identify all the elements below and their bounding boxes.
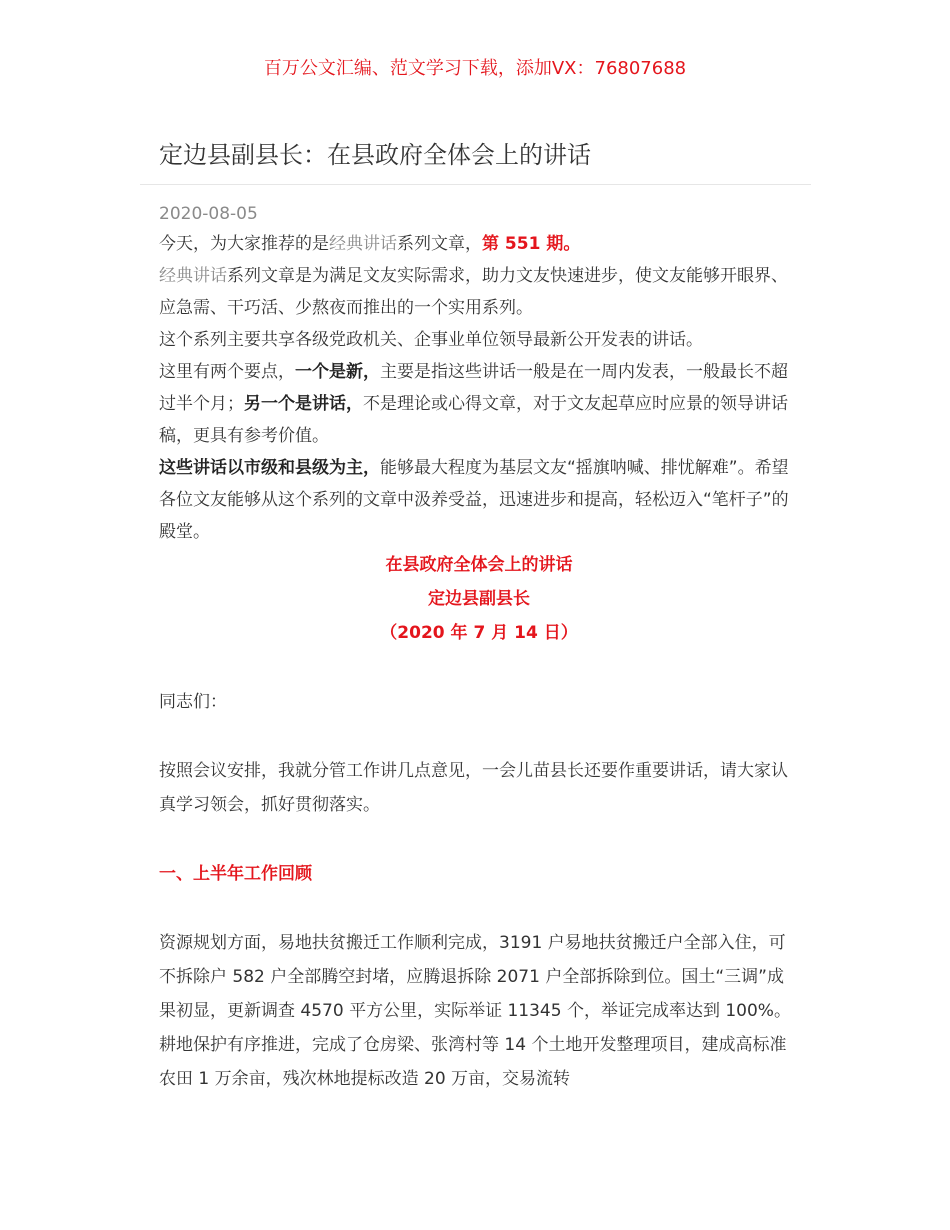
issue-number: 第 551 期。 xyxy=(482,234,581,254)
publish-date: 2020-08-05 xyxy=(159,204,258,224)
series-name: 经典讲话 xyxy=(159,266,227,286)
promo-banner: 百万公文汇编、范文学习下载，添加VX：76807688 xyxy=(263,58,687,79)
intro-text: 这里有两个要点， xyxy=(159,362,295,382)
intro-paragraph-4 xyxy=(159,356,799,452)
spacer xyxy=(159,822,799,858)
intro-paragraph-2 xyxy=(159,260,799,324)
opening-paragraph: 按照会议安排，我就分管工作讲几点意见，一会儿苗县长还要作重要讲话，请大家认真学习领会，抓好贯彻落实。 xyxy=(159,761,788,815)
article-body xyxy=(159,200,799,1096)
intro-text: 系列文章是为满足文友实际需求，助力文友快速进步，使文友能够开眼界、应急需、干巧活、少熬夜而推出的一个实用系列。 xyxy=(159,266,788,318)
spacer xyxy=(159,718,799,754)
series-name: 经典讲话 xyxy=(329,234,397,254)
key-point-speech: 另一个是讲话， xyxy=(244,394,363,414)
speech-speaker: 定边县副县长 xyxy=(428,589,530,609)
article-title: 定边县副县长：在县政府全体会上的讲话 xyxy=(159,141,591,169)
speech-heading: 在县政府全体会上的讲话 xyxy=(385,555,573,575)
intro-paragraph-1 xyxy=(159,228,799,260)
section-heading: 一、上半年工作回顾 xyxy=(159,864,312,884)
intro-text: 不是理论或心得文章，对于文友起草应时应景的领导讲话稿，更具有参考价值。 xyxy=(159,394,788,446)
salutation: 同志们： xyxy=(159,692,227,712)
intro-text: 主要是指这些讲话一般是在一周内发表，一般最长不超过半个月； xyxy=(159,362,788,414)
key-point-new: 一个是新， xyxy=(295,362,380,382)
spacer xyxy=(159,890,799,926)
intro-paragraph-5 xyxy=(159,452,799,548)
section-paragraph: 资源规划方面，易地扶贫搬迁工作顺利完成，3191 户易地扶贫搬迁户全部入住，可不拆除户 582 户全部腾空封堵，应腾退拆除 2071 户全部拆除到位。国土“三调”成果初显，更新调查 4570 平方公里，实际举证 11345 个，举证完成率达到 100%。耕地保护有序推进，完成了仓房梁、张湾村等 14 个土地开发整理项目，建成高标准农田 1 万余亩，残次林地提标改造 20 万亩，交易流转 xyxy=(159,933,791,1089)
intro-paragraph-3: 这个系列主要共享各级党政机关、企事业单位领导最新公开发表的讲话。 xyxy=(159,330,703,350)
spacer xyxy=(159,650,799,686)
speech-date: （2020 年 7 月 14 日） xyxy=(380,623,578,643)
intro-text: 能够最大程度为基层文友“摇旗呐喊、排忧解难”。希望各位文友能够从这个系列的文章中汲养受益，迅速进步和提高，轻松迈入“笔杆子”的殿堂。 xyxy=(159,458,789,542)
intro-text: 系列文章， xyxy=(397,234,482,254)
key-point-level: 这些讲话以市级和县级为主， xyxy=(159,458,380,478)
title-divider xyxy=(140,184,811,185)
intro-text: 今天，为大家推荐的是 xyxy=(159,234,329,254)
